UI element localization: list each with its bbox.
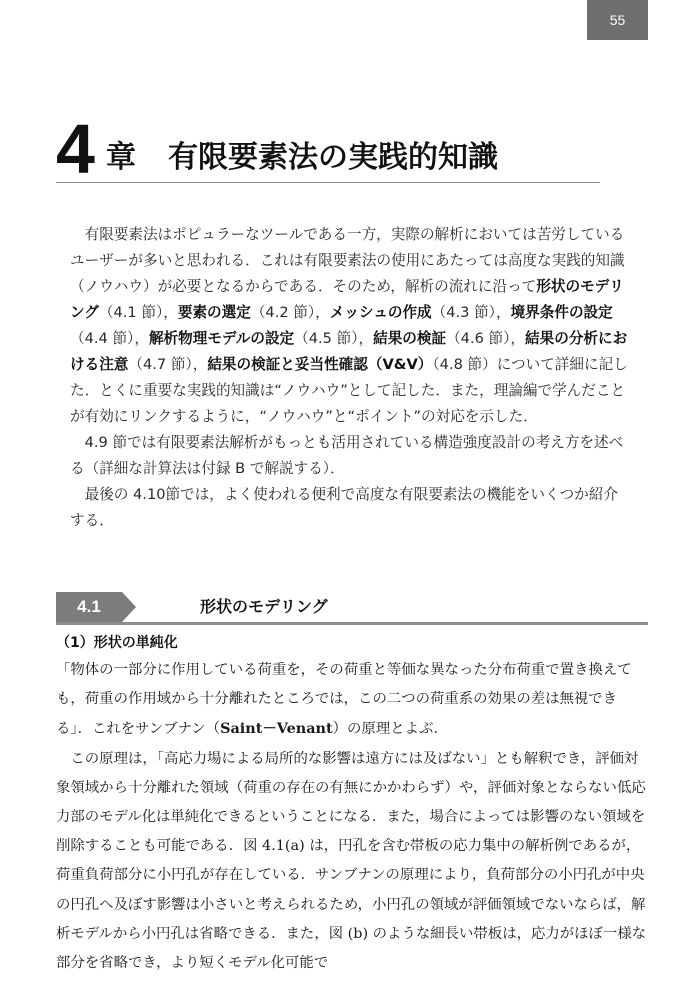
keyword-vv: 結果の検証と妥当性確認（V&V） <box>207 356 433 373</box>
section-number: 4.1 <box>56 592 122 622</box>
body-paragraph-2: この原理は，「高応力場による局所的な影響は遠方には及ばない」とも解釈でき，評価対象領域から十分離れた領域（荷重の存在の有無にかかわらず）や，評価対象とならない低応力部のモデル化は単純化できるということになる．また，場合によっては影響のない領域を削除することも可能である．図 4.1(a) は，円孔を含む帯板の応力集中の解析例であるが，荷重負荷部分に小円孔が存在している．サンブナンの原理により，負荷部分の小円孔が中央の円孔へ及ぼす影響は小さいと考えられるため，小円孔の領域が評価領域でないならば，解析モデルから小円孔は省略できる．また，図 (b) のような細長い帯板は，応力がほぼ一様な部分を省略でき，より短くモデル化可能で <box>56 750 647 972</box>
keyword-physics-model: 解析物理モデルの設定 <box>148 330 295 347</box>
section-title: 形状のモデリング <box>200 597 328 616</box>
keyword-result-verification: 結果の検証 <box>373 330 447 347</box>
keyword-element-selection: 要素の選定 <box>177 304 251 321</box>
body-paragraph-1: 「物体の一部分に作用している荷重を，その荷重と等価な異なった分布荷重で置き換えても，荷重の作用域から十分離れたところでは，この二つの荷重系の効果の差は無視できる」．これをサンブナン（Saint－Venant）の原理とよぶ． <box>56 662 632 738</box>
intro-paragraph-1: 有限要素法はポピュラーなツールである一方，実際の解析においては苦労しているユーザーが多いと思われる．これは有限要素法の使用にあたっては高度な実践的知識（ノウハウ）が必要となるからである．そのため，解析の流れに沿って形状のモデリング（4.1 節），要素の選定（4.2 節），メッシュの作成（4.3 節），境界条件の設定（4.4 節），解析物理モデルの設定（4.5 節），結果の検証（4.6 節），結果の分析における注意（4.7 節），結果の検証と妥当性確認（V&V）（4.8 節）について詳細に記した．とくに重要な実践的知識は“ノウハウ”として記した．また，理論編で学んだことが有効にリンクするように，“ノウハウ”と“ポイント”の対応を示した． <box>70 226 628 425</box>
keyword-shape-modeling: 形状のモデリング <box>70 278 624 321</box>
section-heading <box>56 592 648 625</box>
subsection-title: （1）形状の単純化 <box>56 635 178 651</box>
chapter-title: 有限要素法の実践的知識 <box>168 140 498 175</box>
term-saint-venant: Saint－Venant <box>220 720 333 738</box>
keyword-boundary-conditions: 境界条件の設定 <box>510 304 613 321</box>
section-tab-arrow <box>122 592 136 622</box>
page-number: 55 <box>587 0 648 40</box>
intro-paragraph-3: 最後の 4.10節では，よく使われる便利で高度な有限要素法の機能をいくつか紹介する． <box>70 486 618 529</box>
chapter-intro <box>70 222 632 534</box>
keyword-result-analysis: 結果の分析における注意 <box>70 330 628 373</box>
section-body <box>56 656 650 978</box>
chapter-label: 章 <box>106 140 136 175</box>
keyword-mesh-creation: メッシュの作成 <box>329 304 432 321</box>
chapter-heading <box>56 110 600 188</box>
intro-paragraph-2: 4.9 節では有限要素法解析がもっとも活用されている構造強度設計の考え方を述べる（詳細な計算法は付録 B で解説する）． <box>70 434 624 477</box>
chapter-number: 4 <box>56 110 95 188</box>
